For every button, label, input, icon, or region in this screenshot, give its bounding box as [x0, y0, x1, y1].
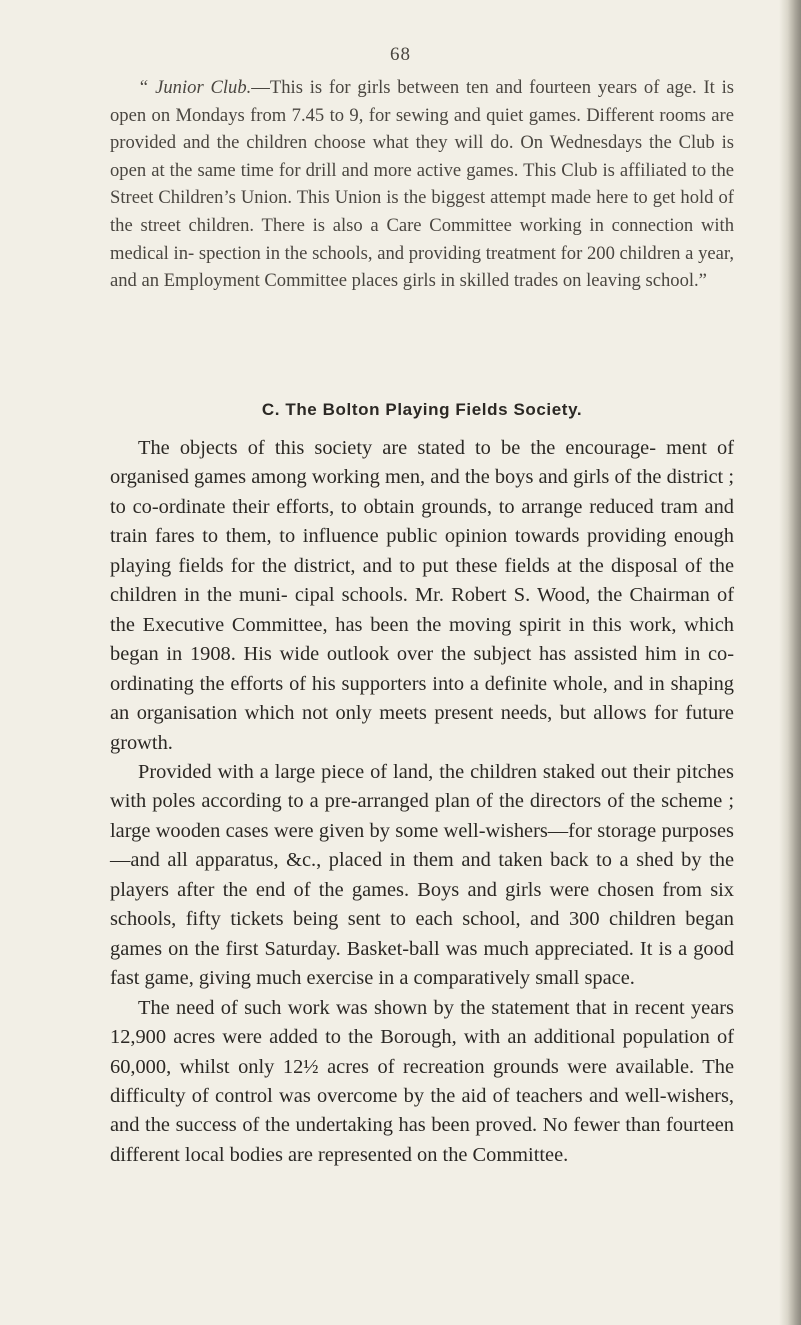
junior-club-paragraph — [110, 74, 734, 295]
paragraph-need: The need of such work was shown by the statement that in recent years 12,900 acres were added to the Borough, with an additional population of 60,000, whilst only 12½ acres of recreation grounds were available. The difficulty of control was overcome by the aid of teachers and well-wishers, and the success of the undertaking has been proved. No fewer than fourteen different local bodies are represented on the Committee. — [110, 996, 734, 1166]
section-heading: C. The Bolton Playing Fields Society. — [261, 400, 583, 419]
paragraph-objects: The objects of this society are stated to be the encourage- ment of organised games among working men, and the boys and girls of the district ; to co-ordinate their efforts, to obtain grounds, to arrange reduced tram and train fares to them, to influence public opinion towards providing enough playing fields for the district, and to put these fields at the disposal of the children in the muni- cipal schools. Mr. Robert S. Wood, the Chairman of the Executive Committee, has been the moving spirit in this work, which began in 1908. His wide outlook over the subject has assisted him in co-ordinating the efforts of his supporters into a definite whole, and in shaping an organisation which not only meets present needs, but allows for future growth. — [110, 437, 734, 754]
paragraph-provided: Provided with a large piece of land, the children staked out their pitches with poles according to a pre-arranged plan of the directors of the scheme ; large wooden cases were given by some well-wishers—for storage purposes—and all apparatus, &c., placed in them and taken back to a shed by the players after the end of the games. Boys and girls were chosen from six schools, fifty tickets being sent to each school, and 300 children began games on the first Saturday. Basket-ball was much appreciated. It is a good fast game, giving much exercise in a comparatively small space. — [110, 760, 734, 990]
junior-club-text: —This is for girls between ten and fourteen years of age. It is open on Mondays from 7.45 to 9, for sewing and quiet games. Different rooms are provided and the children choose what they will do. On Wednesdays the Club is open at the same time for drill and more active games. This Club is affiliated to the Street Children’s Union. This Union is the biggest attempt made here to get hold of the street children. There is also a Care Committee working in connection with medical in- spection in the schools, and providing treatment for 200 children a year, and an Employment Committee places girls in skilled trades on leaving school.” — [110, 77, 734, 292]
section-body — [110, 434, 734, 1170]
junior-club-title: “ Junior Club. — [138, 77, 252, 98]
page-edge-shadow — [779, 0, 801, 1325]
page-number: 68 — [390, 44, 411, 65]
